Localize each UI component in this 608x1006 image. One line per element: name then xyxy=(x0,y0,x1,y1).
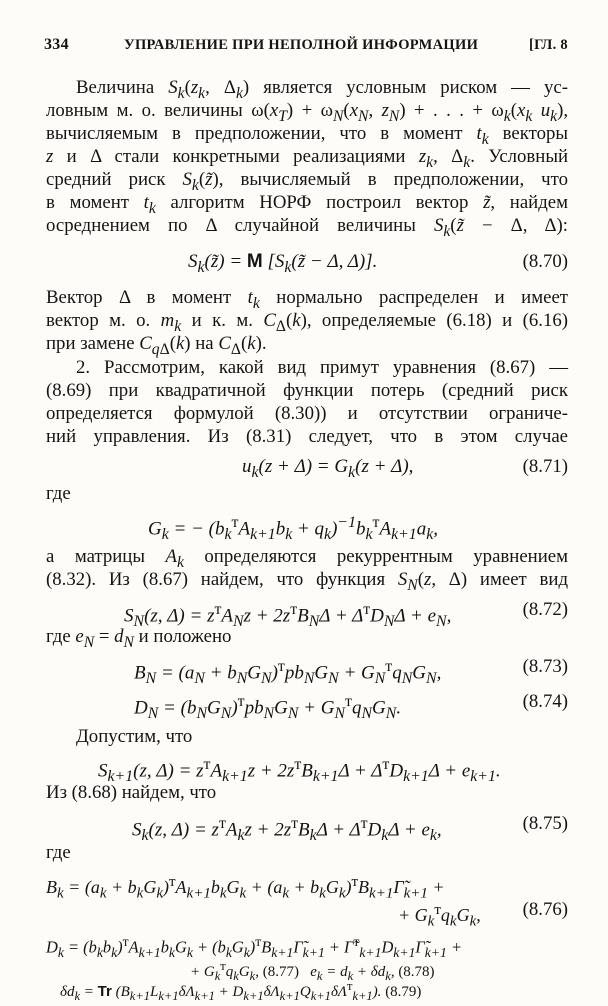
running-header xyxy=(44,36,568,56)
equation-number: (8.72) xyxy=(522,599,568,620)
text-line: (8.69) при квадратичной функции потерь (средний риск xyxy=(46,380,568,401)
page-number: 334 xyxy=(44,36,69,53)
text-line: а матрицы $A_k$ определяются рекуррентным уравнением xyxy=(46,546,568,571)
equation-number: (8.75) xyxy=(522,813,568,834)
text-line: ний управления. Из (8.31) следует, что в этом случае xyxy=(46,426,568,447)
equation-8-76-line2: + $G_k^тq_kG_k$, xyxy=(398,902,481,930)
equation-8-71: $u_k(z + \Delta) = G_k(z + \Delta)$, xyxy=(242,456,414,481)
text-line: в момент $t_k$ алгоритм НОРФ построил вектор z̃, найдем xyxy=(46,192,569,217)
equation-8-77-line2: + $G_k^тq_kG_k$, (8.77) $e_k = d_k + \delta d_k$, (8.78) xyxy=(190,959,435,983)
equation-sk1: $S_{k+1}(z$, $\Delta) = z^тA_{k+1}z + 2z^тB_{k+1}\Delta + \Delta^тD_{k+1}\Delta + e_{k+1}$. xyxy=(98,756,501,786)
text-line: ловным м. о. величины $\omega(x_T) + \omega_N(x_N$, $z_N$) + . . . + $\omega_k(x_k$ $u_k$), xyxy=(46,100,569,125)
equation-number: (8.74) xyxy=(522,691,568,712)
equation-number: (8.70) xyxy=(522,251,568,272)
equation-8-79: $\delta d_k = Tr$ $(B_{k+1}L_{k+1}\delta\Lambda_{k+1} + D_{k+1}\delta\Lambda_{k+1}Q_{k+1}\delta\Lambda^т_{k+1})$. (8.79) xyxy=(60,979,422,1003)
text-line: (8.32). Из (8.67) найдем, что функция $S_N(z$, Δ) имеет вид xyxy=(46,569,568,594)
text-line: Допустим, что xyxy=(76,726,193,747)
equation-8-74: $D_N = (b_NG_N)^тpb_NG_N + G_N^тq_NG_N$. xyxy=(134,693,402,723)
equation-8-75: $S_k(z$, $\Delta) = z^тA_kz + 2z^тB_k\Delta + \Delta^тD_k\Delta + e_k$, xyxy=(132,815,442,845)
equation-8-72: $S_N(z$, $\Delta) = z^тA_Nz + 2z^тB_N\Delta + \Delta^тD_N\Delta + e_N$, xyxy=(124,601,452,631)
text-line: вектор м. о. $m_k$ и к. м. $C_\Delta(k)$, определяемые (6.18) и (6.16) xyxy=(46,310,569,335)
equation-8-73: $B_N = (a_N + b_NG_N)^тpb_NG_N + G_N^тq_NG_N$, xyxy=(134,658,442,688)
text-line: при замене $C_{q\Delta}(k)$ на $C_\Delta(k)$. xyxy=(46,333,267,358)
equation-8-77-line1: $D_k = (b_kb_k)^тA_{k+1}b_kG_k$ + $(b_kG_k)^тB_{k+1}\Gammã_{k+1}$ + $\Gammã^т_{k+1}D_{k+1}\Gammã_{k+1}$ + xyxy=(46,934,463,960)
text-line: где xyxy=(46,483,71,504)
text-line: Вектор Δ в момент $t_k$ нормально распределен и имеет xyxy=(46,287,568,312)
text-line: z и Δ стали конкретными реализациями $z_k$, $\Delta_k$. Условный xyxy=(46,146,569,171)
text-line: определяется формулой (8.30)) и отсутствии ограниче- xyxy=(46,403,568,424)
equation-8-76-line1: $B_k = (a_k + b_kG_k)^тA_{k+1}b_kG_k + (a_k$ + $b_kG_k)^тB_{k+1}\Gammã_{k+1}$ + xyxy=(46,874,445,902)
text-line: где xyxy=(46,842,71,863)
text-line: средний риск $S_k(z̃)$, вычисляемый в предположении, что xyxy=(46,169,568,194)
running-title: УПРАВЛЕНИЕ ПРИ НЕПОЛНОЙ ИНФОРМАЦИИ xyxy=(124,37,479,53)
equation-8-70: $S_k(z̃) = M$ [$S_k(z̃ - \Delta$, Δ)]. xyxy=(188,251,378,276)
equation-number: (8.73) xyxy=(522,656,568,677)
inline-math-text: Величина $S_k(z_k$, $\Delta_k$) является условным риском — ус- xyxy=(76,77,569,102)
text-line: Из (8.68) найдем, что xyxy=(46,782,217,803)
text-line: где $e_N = d_N$ и положено xyxy=(46,626,232,651)
text-line: осреднением по Δ случайной величины $S_k(z̃ - \Delta$, Δ): xyxy=(46,215,568,240)
chapter-label: [ГЛ. 8 xyxy=(529,37,568,53)
equation-number: (8.71) xyxy=(522,456,568,477)
text-line: вычисляемым в предположении, что в момент $t_k$ векторы xyxy=(46,123,568,148)
equation-gk: $G_k$ = − $(b_k^тA_{k+1}b_k + q_k)^{-1}b_k^тA_{k+1}a_k$, xyxy=(148,514,438,544)
text-line: 2. Рассмотрим, какой вид примут уравнения (8.67) — xyxy=(76,357,568,378)
equation-number: (8.76) xyxy=(522,899,568,920)
